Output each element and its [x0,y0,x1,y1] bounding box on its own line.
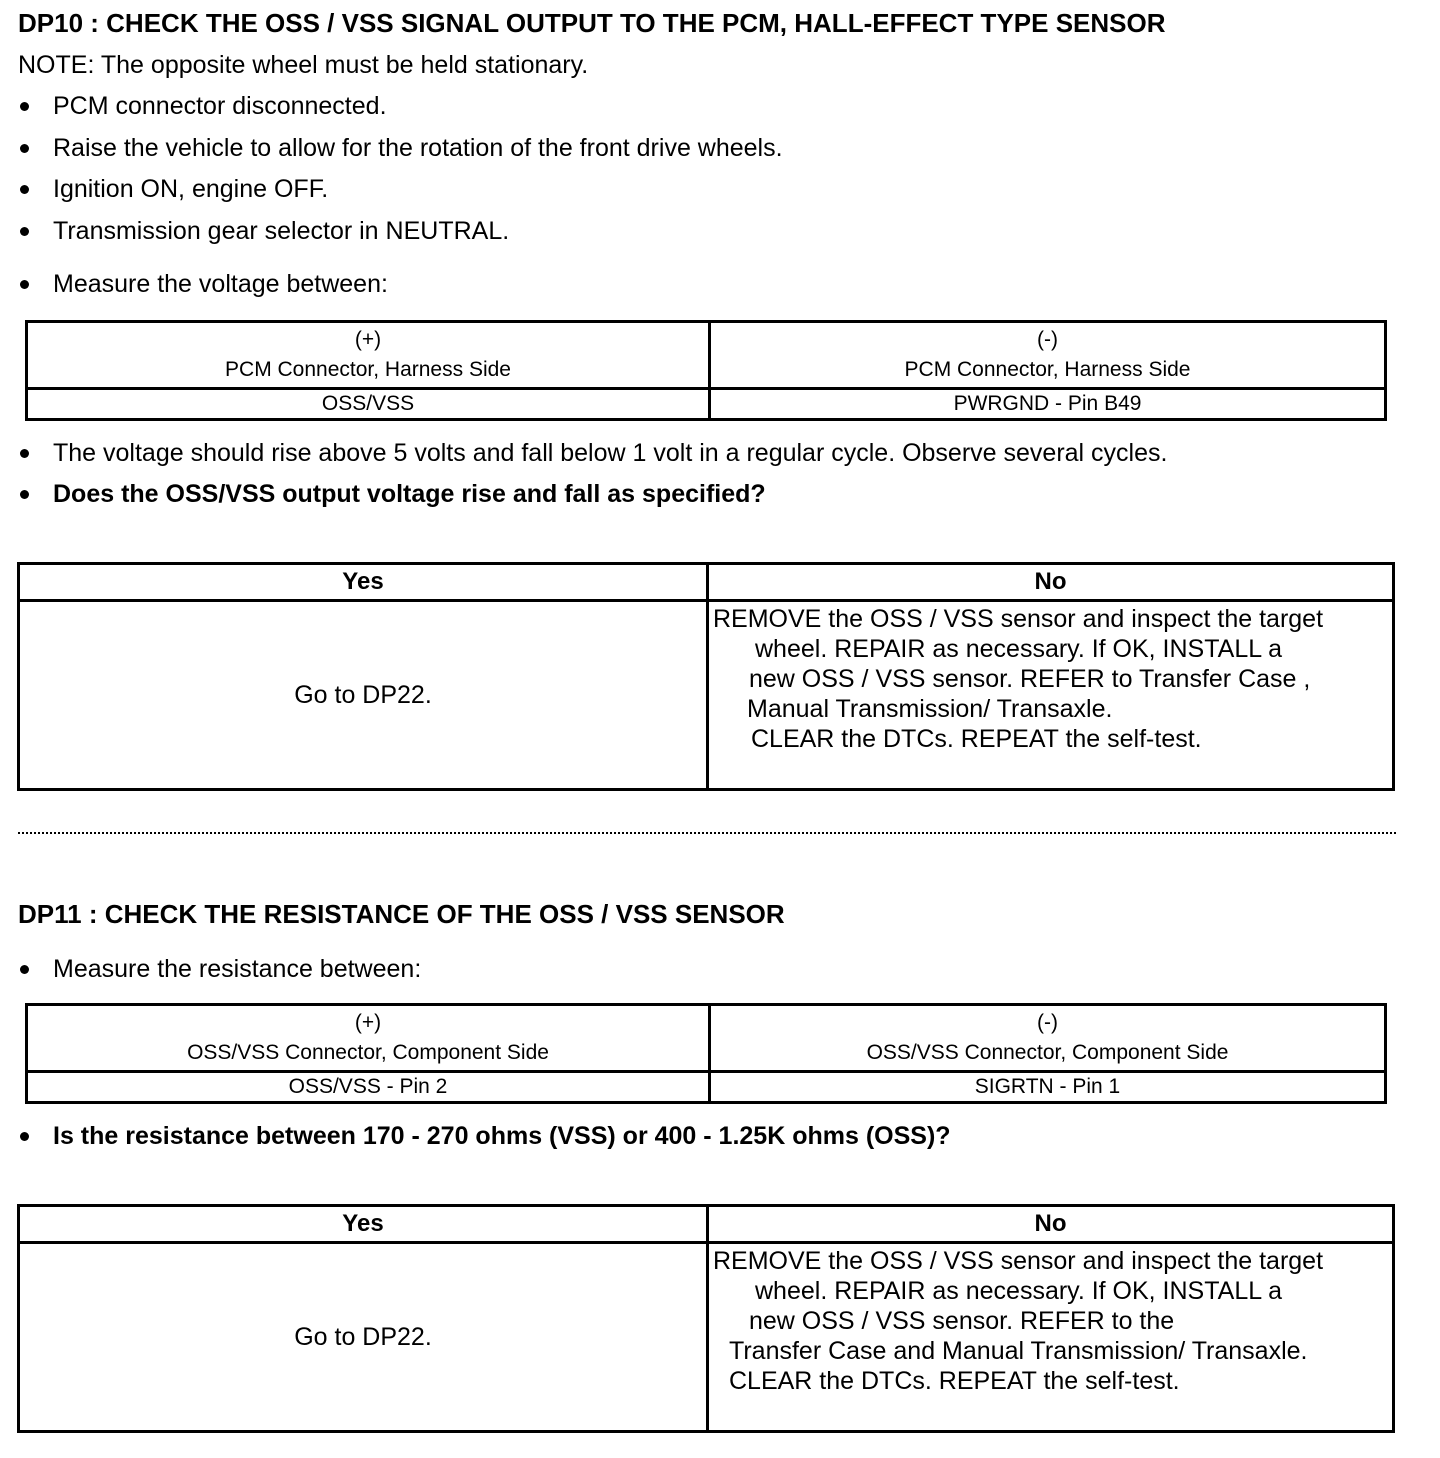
plus-header-cell [27,322,710,389]
no-action-line: REMOVE the OSS / VSS sensor and inspect the target [713,605,1324,633]
list-item [18,269,388,299]
step-text: PCM connector disconnected. [53,92,387,120]
no-header: No [708,564,1394,601]
no-action-line: REMOVE the OSS / VSS sensor and inspect the target [713,1247,1324,1275]
question-text: Does the OSS/VSS output voltage rise and fall as specified? [53,480,766,508]
step-text: Raise the vehicle to allow for the rotation of the front drive wheels. [53,134,783,162]
list-item [18,91,387,121]
question-text: Is the resistance between 170 - 270 ohms (VSS) or 400 - 1.25K ohms (OSS)? [53,1122,951,1150]
dp11-title: DP11 : CHECK THE RESISTANCE OF THE OSS / VSS SENSOR [18,899,785,929]
plus-symbol: (+) [354,328,382,351]
plus-label: OSS/VSS Connector, Component Side [187,1041,549,1064]
no-action-line: wheel. REPAIR as necessary. If OK, INSTALL a [755,1277,1283,1305]
dp10-title: DP10 : CHECK THE OSS / VSS SIGNAL OUTPUT TO THE PCM, HALL-EFFECT TYPE SENSOR [18,8,1166,38]
plus-symbol: (+) [354,1011,382,1034]
step-text: Ignition ON, engine OFF. [53,175,329,203]
bullet-icon [20,965,29,974]
plus-label: PCM Connector, Harness Side [225,358,511,381]
bullet-icon [20,449,29,458]
plus-value: OSS/VSS [27,389,710,420]
bullet-icon [20,280,29,289]
yes-header: Yes [19,564,708,601]
dp10-measurement-table [25,320,1387,421]
step-text: Measure the resistance between: [53,955,422,983]
minus-label: PCM Connector, Harness Side [904,358,1191,381]
no-action-line: Transfer Case and Manual Transmission/ Transaxle. [729,1337,1308,1365]
no-action-line: new OSS / VSS sensor. REFER to the [749,1307,1175,1335]
no-action [708,601,1394,790]
no-action [708,1243,1394,1432]
step-text: Measure the voltage between: [53,270,388,298]
yes-action: Go to DP22. [19,1243,708,1432]
plus-value: OSS/VSS - Pin 2 [27,1072,710,1103]
list-item [18,216,509,246]
no-action-line: CLEAR the DTCs. REPEAT the self-test. [751,725,1202,753]
minus-symbol: (-) [1037,1011,1058,1034]
minus-header-cell [710,1005,1386,1072]
minus-header-cell [710,322,1386,389]
bullet-icon [20,490,29,499]
bullet-icon [20,102,29,111]
section-divider [18,832,1396,834]
dp10-result-table [17,562,1395,791]
plus-header-cell [27,1005,710,1072]
dp11-measurement-table [25,1003,1387,1104]
list-item [18,174,328,204]
dp10-note: NOTE: The opposite wheel must be held stationary. [18,51,589,79]
yes-action: Go to DP22. [19,601,708,790]
no-header: No [708,1206,1394,1243]
dp11-result-table [17,1204,1395,1433]
minus-value: PWRGND - Pin B49 [710,389,1386,420]
bullet-icon [20,1132,29,1141]
bullet-icon [20,144,29,153]
list-item [18,954,421,984]
list-item [18,479,766,509]
step-text: Transmission gear selector in NEUTRAL. [53,217,510,245]
no-action-line: Manual Transmission/ Transaxle. [747,695,1113,723]
bullet-icon [20,227,29,236]
list-item [18,133,783,163]
list-item [18,438,1167,468]
minus-symbol: (-) [1037,328,1058,351]
no-action-line: CLEAR the DTCs. REPEAT the self-test. [729,1367,1180,1395]
no-action-line: wheel. REPAIR as necessary. If OK, INSTALL a [755,635,1283,663]
list-item [18,1121,951,1151]
yes-header: Yes [19,1206,708,1243]
spec-text: The voltage should rise above 5 volts and fall below 1 volt in a regular cycle. Observe several cycles. [53,439,1168,467]
minus-value: SIGRTN - Pin 1 [710,1072,1386,1103]
minus-label: OSS/VSS Connector, Component Side [866,1041,1229,1064]
no-action-line: new OSS / VSS sensor. REFER to Transfer Case , [749,665,1311,693]
bullet-icon [20,185,29,194]
